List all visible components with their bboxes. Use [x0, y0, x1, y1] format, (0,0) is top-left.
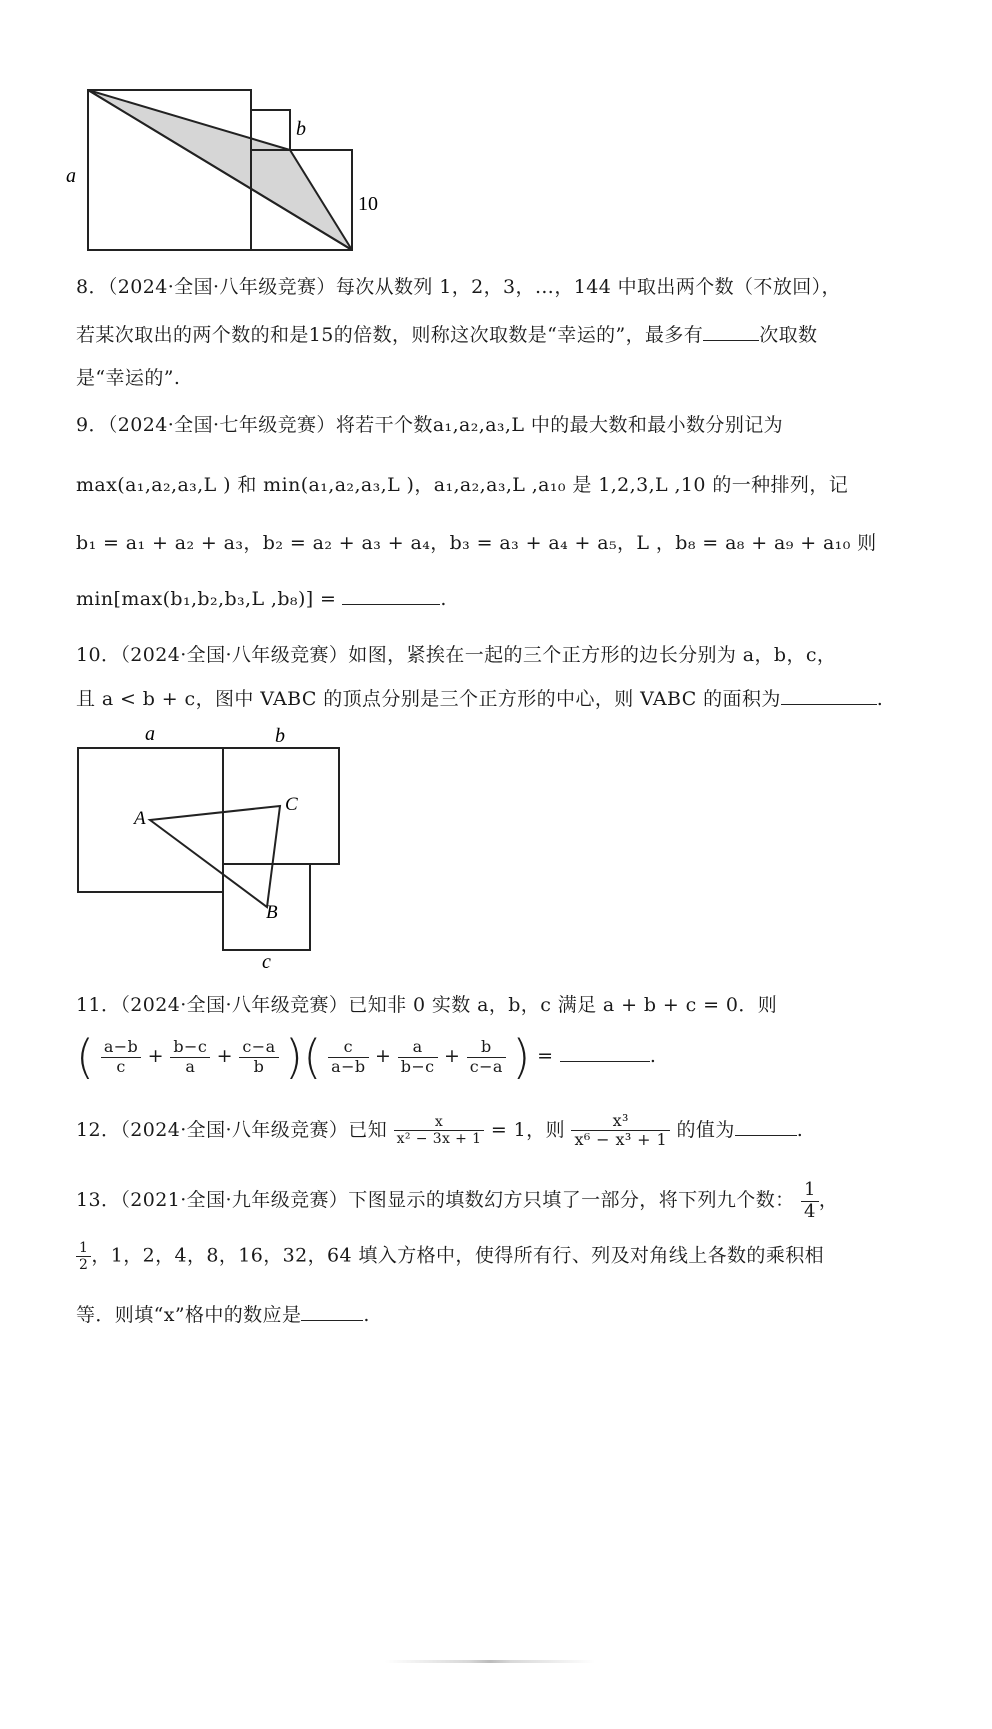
- q8-line2: [76, 320, 817, 347]
- q13-frac-quarter: $\frac{1}{4}$: [801, 1180, 819, 1222]
- q10-answer-blank[interactable]: [781, 686, 877, 705]
- label-vertex-c: C: [285, 794, 298, 815]
- q10-line2-end: .: [876, 688, 884, 710]
- q13-answer-blank[interactable]: [301, 1302, 363, 1321]
- q13-line3: 等．则填“x”格中的数应是 .: [76, 1304, 370, 1326]
- diagonal-line: [88, 90, 352, 250]
- q13-line1: 13．（2021·全国·九年级竞赛）下图显示的填数幻方只填了一部分，将下列九个数： $\frac{1}{4}$ ，: [76, 1179, 839, 1222]
- q9-line1: 9．（2024·全国·七年级竞赛）将若干个数a₁,a₂,a₃,L 中的最大数和最小数分别记为: [76, 414, 784, 436]
- q10-line1: 10．（2024·全国·八年级竞赛）如图，紧挨在一起的三个正方形的边长分别为 a，b，c，: [76, 644, 837, 666]
- label-c: c: [262, 951, 271, 973]
- q8-line3: 是“幸运的”.: [76, 367, 181, 389]
- q13-line2: $\frac{1}{2}$ ，1，2，4，8，16，32，64 填入方格中，使得所有行、列及对角线上各数的乘积相: [76, 1240, 824, 1273]
- q12-frac-2: $\frac{\text{x³}}{\text{x⁶ − x³ + 1}}$: [571, 1112, 670, 1150]
- q9-line2: max(a₁,a₂,a₃,L ) 和 min(a₁,a₂,a₃,L )，a₁,a₂,a₃,L ,a₁₀ 是 1,2,3,L ,10 的一种排列，记: [76, 474, 849, 496]
- label-b: b: [296, 118, 306, 140]
- q9-line4-text: min[max(b₁,b₂,b₃,L ,b₈)] =: [76, 588, 337, 610]
- q11-line1: 11．（2024·全国·八年级竞赛）已知非 0 实数 a，b，c 满足 a + b + c = 0．则: [76, 994, 778, 1016]
- q11-answer-blank[interactable]: [560, 1043, 650, 1062]
- q11-frac-5: $\frac{a}{b-c}$: [398, 1038, 438, 1076]
- q12-frac-1: $\frac{x}{\text{x² − 3x + 1}}$: [394, 1114, 485, 1147]
- q11-frac-6: $\frac{b}{c-a}$: [467, 1038, 506, 1076]
- q12-line: 12．（2024·全国·八年级竞赛）已知 $\frac{x}{\text{x² − 3x + 1}}$ = 1，则 $\frac{\text{x³}}{\text{x⁶ − x³ + 1}}$ 的值为 .: [76, 1111, 804, 1150]
- figure-three-squares-triangle: [0, 720, 992, 980]
- label-a: a: [145, 723, 155, 745]
- q12-answer-blank[interactable]: [735, 1117, 797, 1136]
- q8-line2-post: 次取数: [759, 324, 818, 346]
- q11-frac-3: $\frac{c-a}{b}$: [239, 1038, 278, 1076]
- q9-line4: min[max(b₁,b₂,b₃,L ,b₈)] = .: [76, 588, 447, 610]
- q9-line3: b₁ = a₁ + a₂ + a₃，b₂ = a₂ + a₃ + a₄，b₃ = a₃ + a₄ + a₅，L ，b₈ = a₈ + a₉ + a₁₀ 则: [76, 532, 877, 554]
- q8-line2-text: 若某次取出的两个数的和是15的倍数，则称这次取数是“幸运的”，最多有: [76, 324, 704, 346]
- label-vertex-a: A: [134, 808, 146, 829]
- label-a: a: [66, 165, 76, 187]
- q9-answer-blank[interactable]: [342, 586, 440, 605]
- page-indicator: [385, 1660, 595, 1663]
- q8-line1: 8．（2024·全国·八年级竞赛）每次从数列 1，2，3，…，144 中取出两个数（不放回），: [76, 276, 841, 298]
- q11-frac-1: $\frac{a-b}{c}$: [101, 1038, 141, 1076]
- q11-frac-2: $\frac{b-c}{a}$: [170, 1038, 210, 1076]
- q10-line2-text: 且 a < b + c，图中 VABC 的顶点分别是三个正方形的中心，则 VABC 的面积为: [76, 688, 781, 710]
- q13-frac-half: $\frac{1}{2}$: [76, 1240, 91, 1273]
- q10-line2: [76, 684, 883, 711]
- q8-answer-blank[interactable]: [703, 322, 759, 341]
- label-vertex-b: B: [266, 902, 278, 923]
- figure-rectangles-shaded-triangle: [0, 0, 992, 300]
- q11-expression: ( $\frac{a-b}{c}$ + $\frac{b-c}{a}$ + $\frac{c-a}{b}$ )( $\frac{c}{a-b}$ + $\frac{a}{b-c}$ + $\frac{b}{c-a}$ ) = .: [76, 1030, 657, 1084]
- label-10: 10: [358, 193, 378, 215]
- label-b: b: [275, 725, 285, 747]
- q11-frac-4: $\frac{c}{a-b}$: [328, 1038, 368, 1076]
